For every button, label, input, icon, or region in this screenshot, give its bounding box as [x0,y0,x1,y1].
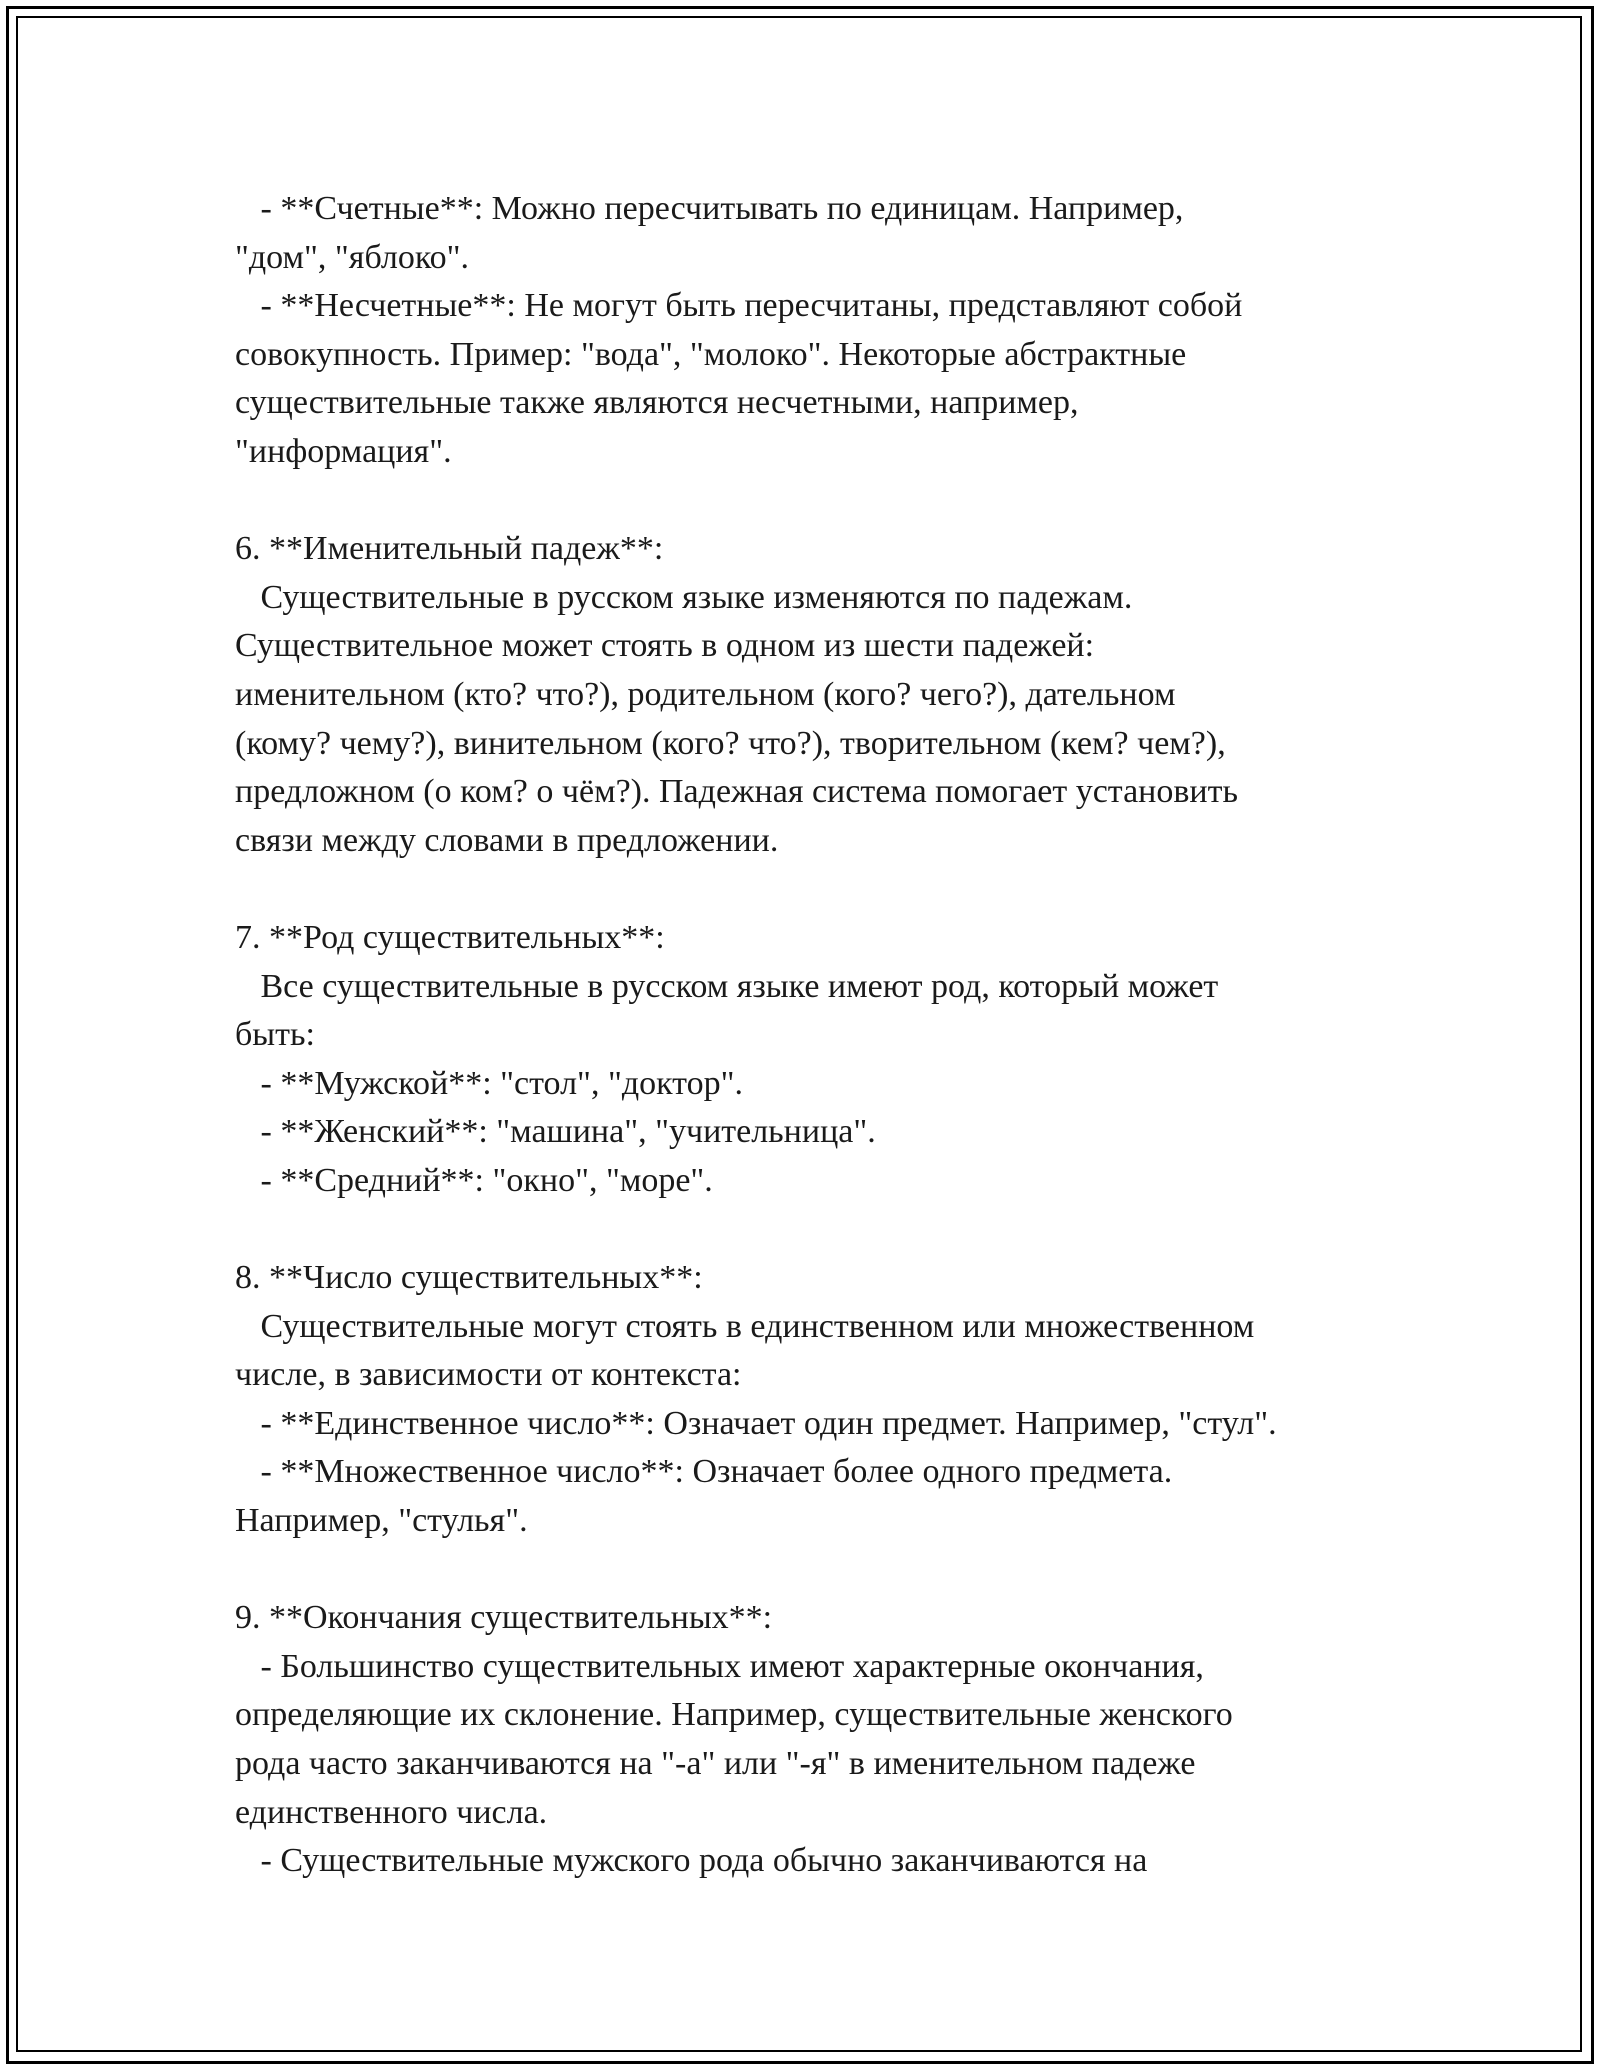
text-line: Существительные в русском языке изменяются по падежам. [235,578,1133,616]
blank-line [235,477,1415,526]
list-item: - **Мужской**: "стол", "доктор". [235,1064,743,1102]
text-line: числе, в зависимости от контекста: [235,1356,742,1394]
text-line: Все существительные в русском языке имеют род, который может [235,967,1219,1005]
text-line: Например, "стулья". [235,1502,528,1540]
text-line: "дом", "яблоко". [235,238,470,276]
section-heading: 8. **Число существительных**: [235,1259,703,1297]
list-item: - **Единственное число**: Означает один предмет. Например, "стул". [235,1404,1277,1442]
text-line: (кому? чему?), винительном (кого? что?), творительном (кем? чем?), [235,724,1226,762]
document-body [235,185,1415,1886]
text-line: именительном (кто? что?), родительном (кого? чего?), дательном [235,675,1176,713]
list-item: - **Средний**: "окно", "море". [235,1161,713,1199]
text-line: определяющие их склонение. Например, существительные женского [235,1696,1233,1734]
list-item: - Большинство существительных имеют характерные окончания, [235,1647,1204,1685]
blank-line [235,1205,1415,1254]
text-line: совокупность. Пример: "вода", "молоко". Некоторые абстрактные [235,335,1187,373]
text-line: предложном (о ком? о чём?). Падежная система помогает установить [235,773,1238,811]
text-line: - **Несчетные**: Не могут быть пересчитаны, представляют собой [235,287,1243,325]
blank-line [235,1546,1415,1595]
text-line: Существительное может стоять в одном из шести падежей: [235,627,1095,665]
text-line: единственного числа. [235,1793,548,1831]
text-line: "информация". [235,432,452,470]
section-heading: 6. **Именительный падеж**: [235,530,664,568]
section-heading: 9. **Окончания существительных**: [235,1599,773,1637]
list-item: - **Множественное число**: Означает более одного предмета. [235,1453,1173,1491]
text-line: - **Счетные**: Можно пересчитывать по единицам. Например, [235,190,1184,227]
text-line: рода часто заканчиваются на "-а" или "-я" в именительном падеже [235,1745,1196,1782]
text-line: быть: [235,1016,315,1054]
list-item: - Существительные мужского рода обычно заканчиваются на [235,1842,1148,1880]
text-line: Существительные могут стоять в единственном или множественном [235,1307,1255,1345]
blank-line [235,865,1415,914]
section-heading: 7. **Род существительных**: [235,918,665,956]
text-line: существительные также являются несчетными, например, [235,384,1079,422]
text-line: связи между словами в предложении. [235,821,779,859]
list-item: - **Женский**: "машина", "учительница". [235,1113,876,1151]
